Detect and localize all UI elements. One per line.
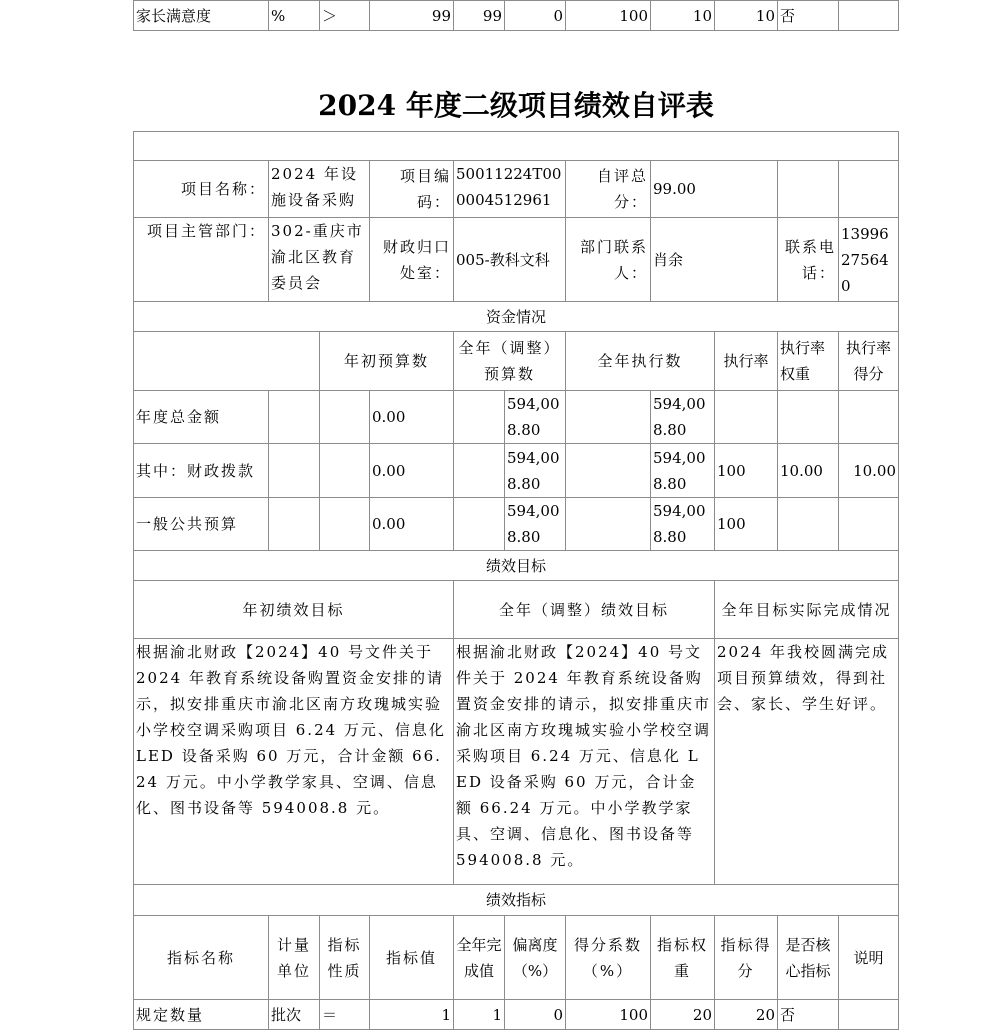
self-evaluation-table bbox=[133, 131, 899, 1030]
adjusted: 594,008.80 bbox=[505, 391, 566, 444]
row-label: 一般公共预算 bbox=[134, 498, 269, 551]
empty-cell bbox=[320, 444, 370, 498]
rate: 100 bbox=[715, 498, 778, 551]
header-rate: 执行率 bbox=[715, 332, 778, 391]
empty-cell bbox=[134, 332, 320, 391]
note bbox=[839, 1, 899, 31]
phone: 13996275640 bbox=[839, 218, 899, 302]
adjusted: 594,008.80 bbox=[505, 498, 566, 551]
header-weight: 执行率权重 bbox=[778, 332, 839, 391]
contact: 肖余 bbox=[651, 218, 778, 302]
header: 指标性质 bbox=[320, 916, 370, 1000]
indicator-name: 家长满意度 bbox=[134, 1, 269, 31]
rate bbox=[715, 391, 778, 444]
indicators-section-header: 绩效指标 bbox=[134, 885, 899, 916]
empty-cell bbox=[320, 498, 370, 551]
header: 计量单位 bbox=[269, 916, 320, 1000]
department-row bbox=[134, 218, 899, 302]
goals-header-row bbox=[134, 581, 899, 639]
funds-row bbox=[134, 498, 899, 551]
actual-goal: 2024 年我校圆满完成项目预算绩效，得到社会、家长、学生好评。 bbox=[715, 639, 899, 885]
nature: ＝ bbox=[320, 1000, 370, 1030]
initial: 0.00 bbox=[370, 391, 454, 444]
score bbox=[839, 498, 899, 551]
actual: 99 bbox=[454, 1, 505, 31]
project-name: 2024 年设施设备采购 bbox=[269, 161, 370, 218]
project-code: 50011224T000004512961 bbox=[454, 161, 566, 218]
header: 说明 bbox=[839, 916, 899, 1000]
header-initial-goal: 年初绩效目标 bbox=[134, 581, 454, 639]
empty-cell bbox=[566, 444, 651, 498]
empty-cell bbox=[839, 161, 899, 218]
contact-label: 部门联系人： bbox=[566, 218, 651, 302]
note bbox=[839, 1000, 899, 1030]
dept: 302-重庆市渝北区教育委员会 bbox=[269, 218, 370, 302]
funds-section-header: 资金情况 bbox=[134, 302, 899, 332]
header: 偏离度（%） bbox=[505, 916, 566, 1000]
empty-cell bbox=[454, 391, 505, 444]
indicators-header-row bbox=[134, 916, 899, 1000]
previous-indicator-table bbox=[133, 0, 899, 31]
core: 否 bbox=[778, 1, 839, 31]
weight: 10 bbox=[651, 1, 715, 31]
name-label: 项目名称： bbox=[134, 161, 269, 218]
empty-cell bbox=[269, 391, 320, 444]
deviation: 0 bbox=[505, 1000, 566, 1030]
table-row bbox=[134, 1000, 899, 1030]
project-name-row bbox=[134, 161, 899, 218]
deviation: 0 bbox=[505, 1, 566, 31]
rate: 100 bbox=[715, 444, 778, 498]
initial: 0.00 bbox=[370, 444, 454, 498]
executed: 594,008.80 bbox=[651, 444, 715, 498]
blank-row bbox=[134, 132, 899, 161]
empty-cell bbox=[269, 498, 320, 551]
indicator-name: 规定数量 bbox=[134, 1000, 269, 1030]
coef: 100 bbox=[566, 1000, 651, 1030]
initial-goal: 根据渝北财政【2024】40 号文件关于 2024 年教育系统设备购置资金安排的请示，拟安排重庆市渝北区南方玫瑰城实验小学校空调采购项目 6.24 万元、信息化 LED 设备采购 60 万元，合计金额 66.24 万元。中小学教学家具、空调、信息化、图书设备等 594008.8 元。 bbox=[134, 639, 454, 885]
executed: 594,008.80 bbox=[651, 498, 715, 551]
target: 1 bbox=[370, 1000, 454, 1030]
initial: 0.00 bbox=[370, 498, 454, 551]
empty-cell bbox=[320, 391, 370, 444]
empty-cell bbox=[454, 444, 505, 498]
phone-label: 联系电话： bbox=[778, 218, 839, 302]
header-adjusted: 全年（调整）预算数 bbox=[454, 332, 566, 391]
header: 指标权重 bbox=[651, 916, 715, 1000]
row-label: 其中：财政拨款 bbox=[134, 444, 269, 498]
score: 20 bbox=[715, 1000, 778, 1030]
table-row bbox=[134, 1, 899, 31]
actual: 1 bbox=[454, 1000, 505, 1030]
header: 指标值 bbox=[370, 916, 454, 1000]
empty-cell bbox=[454, 498, 505, 551]
header-actual-goal: 全年目标实际完成情况 bbox=[715, 581, 899, 639]
adjusted: 594,008.80 bbox=[505, 444, 566, 498]
weight bbox=[778, 391, 839, 444]
goals-section-header: 绩效目标 bbox=[134, 551, 899, 581]
weight: 10.00 bbox=[778, 444, 839, 498]
funds-row bbox=[134, 444, 899, 498]
funds-row bbox=[134, 391, 899, 444]
nature: ＞ bbox=[320, 1, 370, 31]
dept-label: 项目主管部门： bbox=[134, 218, 269, 302]
empty-cell bbox=[269, 444, 320, 498]
code-label: 项目编码： bbox=[370, 161, 454, 218]
header-executed: 全年执行数 bbox=[566, 332, 715, 391]
header: 是否核心指标 bbox=[778, 916, 839, 1000]
empty-cell bbox=[778, 161, 839, 218]
coef: 100 bbox=[566, 1, 651, 31]
row-label: 年度总金额 bbox=[134, 391, 269, 444]
score-label: 自评总分： bbox=[566, 161, 651, 218]
weight bbox=[778, 498, 839, 551]
header-score: 执行率得分 bbox=[839, 332, 899, 391]
score bbox=[839, 391, 899, 444]
goals-row bbox=[134, 639, 899, 885]
unit: % bbox=[269, 1, 320, 31]
header: 得分系数（%） bbox=[566, 916, 651, 1000]
score: 10.00 bbox=[839, 444, 899, 498]
header: 指标得分 bbox=[715, 916, 778, 1000]
score: 10 bbox=[715, 1, 778, 31]
executed: 594,008.80 bbox=[651, 391, 715, 444]
unit: 批次 bbox=[269, 1000, 320, 1030]
page-title: 2024 年度二级项目绩效自评表 bbox=[318, 89, 714, 122]
empty-cell bbox=[566, 391, 651, 444]
weight: 20 bbox=[651, 1000, 715, 1030]
total-score: 99.00 bbox=[651, 161, 778, 218]
header-initial: 年初预算数 bbox=[320, 332, 454, 391]
target: 99 bbox=[370, 1, 454, 31]
header-adjusted-goal: 全年（调整）绩效目标 bbox=[454, 581, 715, 639]
office: 005-教科文科 bbox=[454, 218, 566, 302]
empty-cell bbox=[566, 498, 651, 551]
core: 否 bbox=[778, 1000, 839, 1030]
header: 指标名称 bbox=[134, 916, 269, 1000]
adjusted-goal: 根据渝北财政【2024】40 号文件关于 2024 年教育系统设备购置资金安排的请示，拟安排重庆市渝北区南方玫瑰城实验小学校空调采购项目 6.24 万元、信息化 LED 设备采购 60 万元，合计金额 66.24 万元。中小学教学家具、空调、信息化、图书设备等 594008.8 元。 bbox=[454, 639, 715, 885]
header: 全年完成值 bbox=[454, 916, 505, 1000]
funds-header-row bbox=[134, 332, 899, 391]
office-label: 财政归口处室： bbox=[370, 218, 454, 302]
